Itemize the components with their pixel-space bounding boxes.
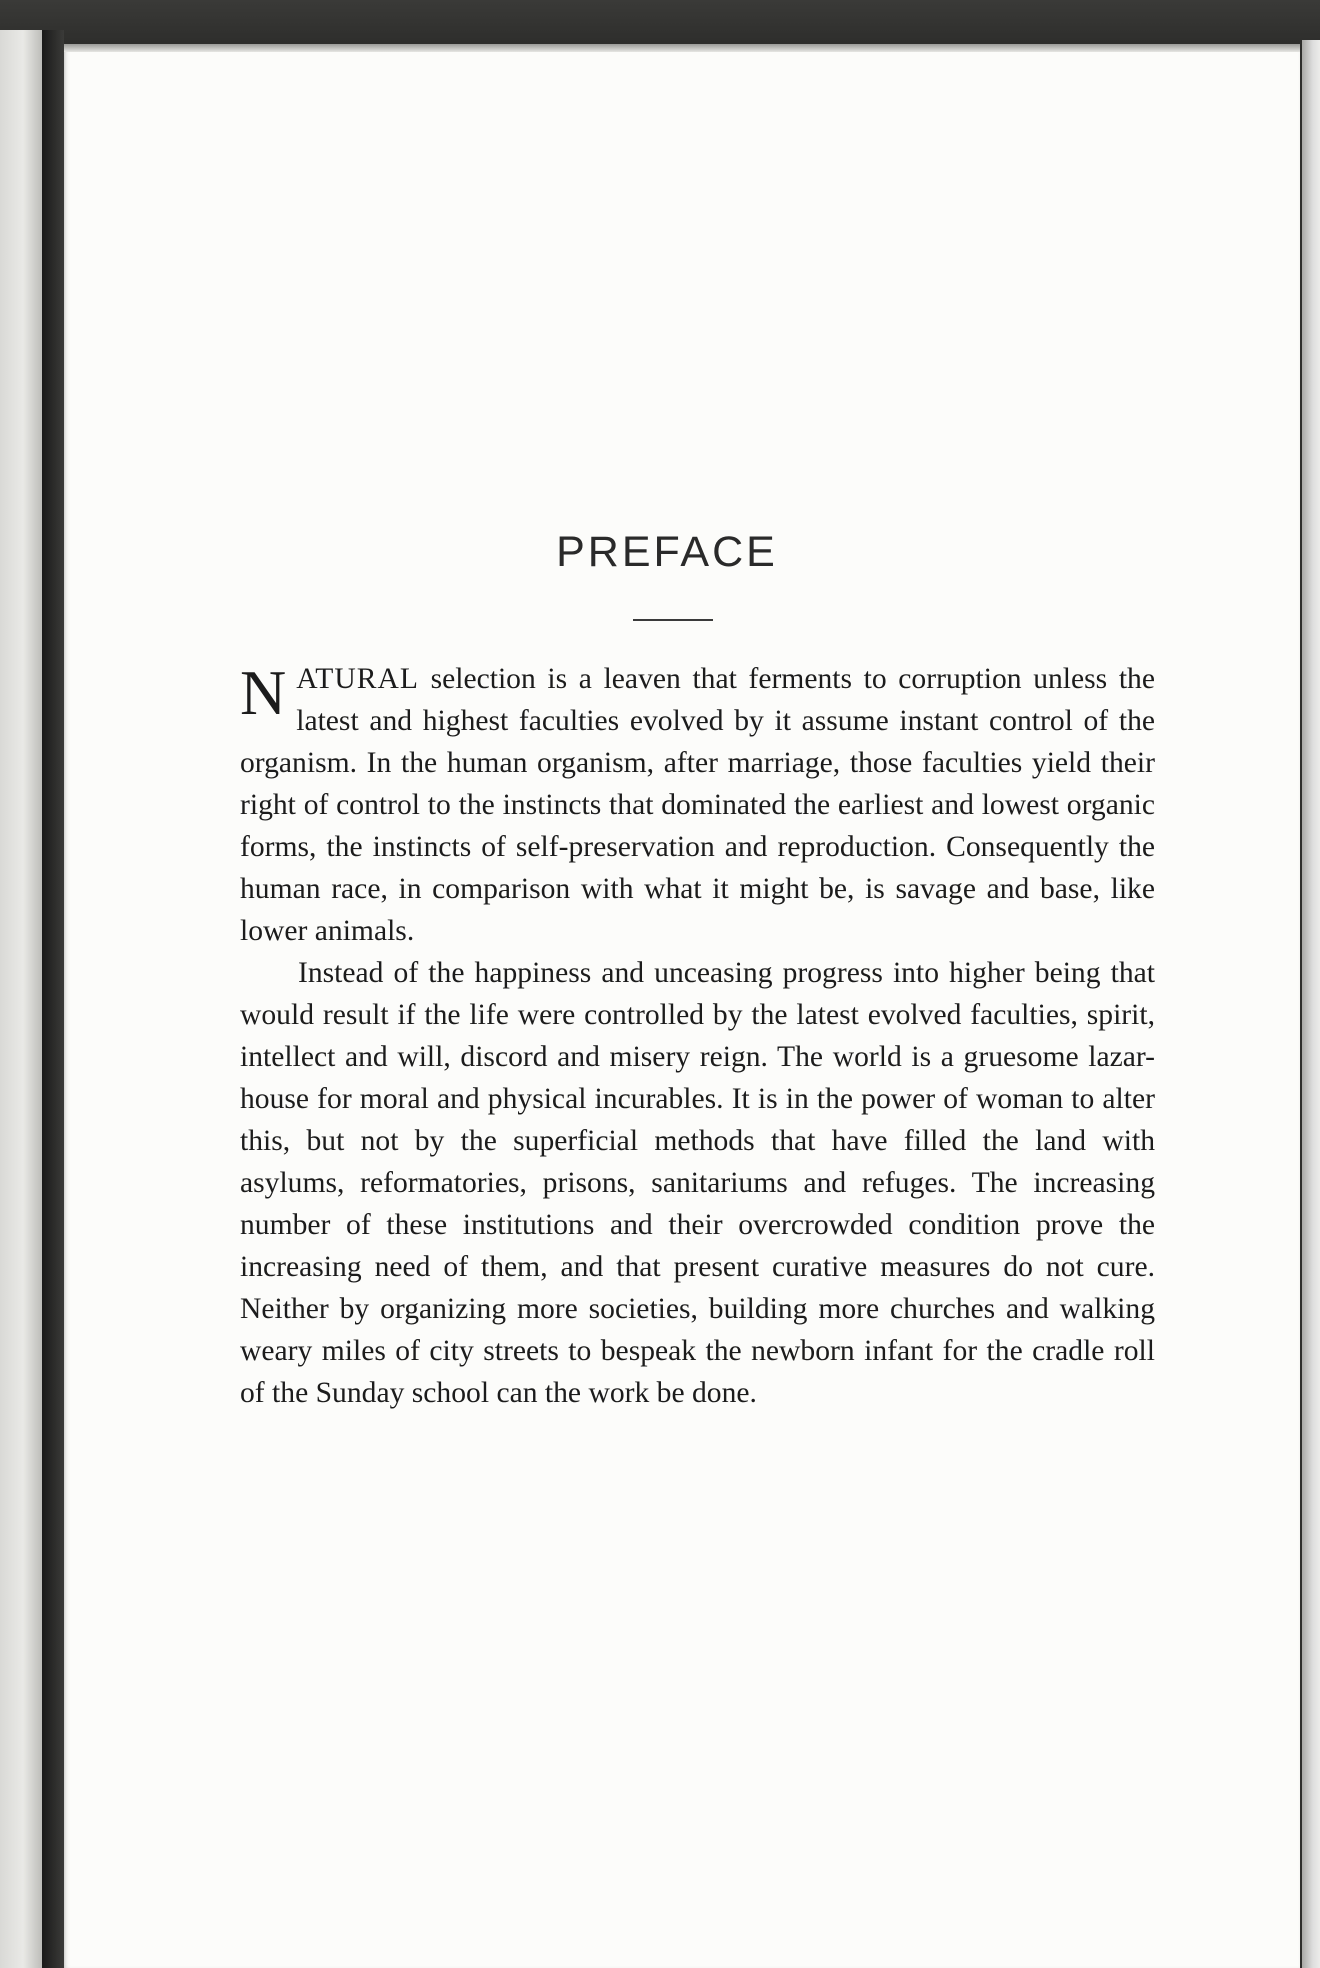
paragraph-1 xyxy=(240,658,1155,952)
previous-page-edge xyxy=(0,30,42,1968)
paragraph-1-text: selection is a leaven that ferments to corruption unless the latest and highest faculties evolved by it assume instant control of the organism. In the human organism, after marriage, those faculties yield their right of control to the instincts that dominated the earliest and lowest organic forms, the instincts of self-preservation and reproduction. Consequently the human race, in comparison with what it might be, is savage and base, like lower animals. xyxy=(240,663,1155,947)
binding-shadow xyxy=(42,30,64,1968)
page-edge-right xyxy=(1302,40,1320,1968)
title-rule xyxy=(633,619,713,621)
drop-cap: N xyxy=(240,657,287,728)
book-page xyxy=(64,44,1300,1968)
page-title: PREFACE xyxy=(556,528,778,576)
preface-body xyxy=(240,658,1155,1414)
scan-background xyxy=(0,0,1320,50)
lead-word: ATURAL xyxy=(296,663,419,695)
paragraph-2 xyxy=(240,952,1155,1414)
paragraph-2-text: Instead of the happiness and unceasing progress into higher being that would result if the life were controlled by the latest evolved faculties, spirit, intellect and will, discord and misery reign. The world is a gruesome lazar-house for moral and physical incurables. It is in the power of woman to alter this, but not by the superficial methods that have filled the land with asylums, reformatories, prisons, sanitariums and refuges. The increasing number of these institutions and their overcrowded condition prove the increasing need of them, and that present curative measures do not cure. Neither by organizing more societies, building more churches and walking weary miles of city streets to bespeak the newborn infant for the cradle roll of the Sunday school can the work be done. xyxy=(240,957,1155,1409)
page-top-edge xyxy=(64,44,1300,52)
